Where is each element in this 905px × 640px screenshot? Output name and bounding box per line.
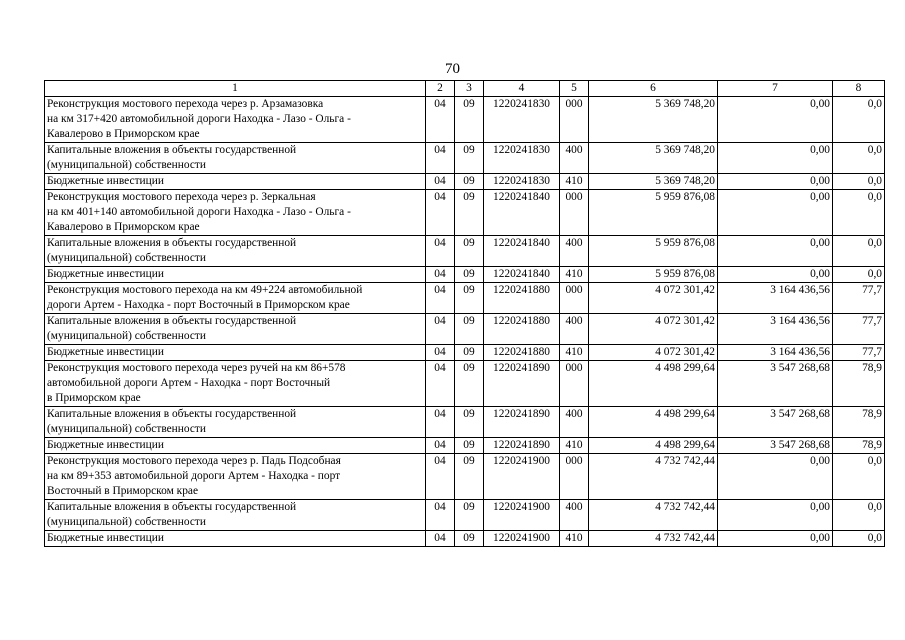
target-article-cell: 1220241900 xyxy=(484,454,560,500)
percent-cell: 0,0 xyxy=(833,267,885,283)
actual-amount-cell: 0,00 xyxy=(718,97,833,143)
expense-type-cell: 000 xyxy=(560,190,589,236)
target-article-cell: 1220241840 xyxy=(484,267,560,283)
subsection-code-cell: 09 xyxy=(455,174,484,190)
planned-amount-cell: 5 959 876,08 xyxy=(589,190,718,236)
planned-amount-cell: 5 959 876,08 xyxy=(589,236,718,267)
table-row xyxy=(45,190,885,236)
expense-type-cell: 410 xyxy=(560,438,589,454)
target-article-cell: 1220241890 xyxy=(484,438,560,454)
subsection-code-cell: 09 xyxy=(455,314,484,345)
planned-amount-cell: 4 732 742,44 xyxy=(589,500,718,531)
section-code-cell: 04 xyxy=(426,531,455,547)
row-name-cell: Капитальные вложения в объекты государственной (муниципальной) собственности xyxy=(45,500,426,531)
table-row xyxy=(45,438,885,454)
subsection-code-cell: 09 xyxy=(455,361,484,407)
planned-amount-cell: 4 072 301,42 xyxy=(589,345,718,361)
planned-amount-cell: 4 498 299,64 xyxy=(589,438,718,454)
subsection-code-cell: 09 xyxy=(455,438,484,454)
actual-amount-cell: 0,00 xyxy=(718,190,833,236)
expense-type-cell: 400 xyxy=(560,407,589,438)
planned-amount-cell: 5 369 748,20 xyxy=(589,143,718,174)
table-row xyxy=(45,97,885,143)
row-name-cell: Реконструкция мостового перехода через р. Зеркальная на км 401+140 автомобильной дороги Находка - Лазо - Ольга - Кавалерово в Приморском крае xyxy=(45,190,426,236)
actual-amount-cell: 0,00 xyxy=(718,500,833,531)
section-code-cell: 04 xyxy=(426,345,455,361)
actual-amount-cell: 0,00 xyxy=(718,454,833,500)
target-article-cell: 1220241880 xyxy=(484,314,560,345)
expense-type-cell: 000 xyxy=(560,454,589,500)
actual-amount-cell: 0,00 xyxy=(718,143,833,174)
percent-cell: 0,0 xyxy=(833,143,885,174)
row-name-cell: Бюджетные инвестиции xyxy=(45,531,426,547)
row-name-cell: Бюджетные инвестиции xyxy=(45,345,426,361)
row-name-cell: Капитальные вложения в объекты государственной (муниципальной) собственности xyxy=(45,143,426,174)
percent-cell: 0,0 xyxy=(833,97,885,143)
subsection-code-cell: 09 xyxy=(455,143,484,174)
header-cell: 5 xyxy=(560,81,589,97)
table-row xyxy=(45,407,885,438)
percent-cell: 0,0 xyxy=(833,236,885,267)
expense-type-cell: 400 xyxy=(560,500,589,531)
percent-cell: 0,0 xyxy=(833,174,885,190)
subsection-code-cell: 09 xyxy=(455,97,484,143)
table-row xyxy=(45,236,885,267)
row-name-cell: Реконструкция мостового перехода через р. Падь Подсобная на км 89+353 автомобильной дороги Артем - Находка - порт Восточный в Приморском крае xyxy=(45,454,426,500)
table-row xyxy=(45,283,885,314)
section-code-cell: 04 xyxy=(426,314,455,345)
row-name-cell: Реконструкция мостового перехода через р. Арзамазовка на км 317+420 автомобильной дороги Находка - Лазо - Ольга - Кавалерово в Приморском крае xyxy=(45,97,426,143)
row-name-cell: Капитальные вложения в объекты государственной (муниципальной) собственности xyxy=(45,236,426,267)
row-name-cell: Бюджетные инвестиции xyxy=(45,174,426,190)
section-code-cell: 04 xyxy=(426,454,455,500)
table-row xyxy=(45,143,885,174)
section-code-cell: 04 xyxy=(426,407,455,438)
header-cell: 1 xyxy=(45,81,426,97)
section-code-cell: 04 xyxy=(426,190,455,236)
percent-cell: 0,0 xyxy=(833,500,885,531)
row-name-cell: Капитальные вложения в объекты государственной (муниципальной) собственности xyxy=(45,314,426,345)
actual-amount-cell: 0,00 xyxy=(718,236,833,267)
actual-amount-cell: 3 547 268,68 xyxy=(718,438,833,454)
planned-amount-cell: 5 959 876,08 xyxy=(589,267,718,283)
expense-type-cell: 410 xyxy=(560,531,589,547)
table-row xyxy=(45,345,885,361)
section-code-cell: 04 xyxy=(426,236,455,267)
expense-type-cell: 400 xyxy=(560,236,589,267)
section-code-cell: 04 xyxy=(426,174,455,190)
actual-amount-cell: 3 547 268,68 xyxy=(718,407,833,438)
target-article-cell: 1220241900 xyxy=(484,500,560,531)
header-cell: 4 xyxy=(484,81,560,97)
target-article-cell: 1220241830 xyxy=(484,174,560,190)
actual-amount-cell: 0,00 xyxy=(718,267,833,283)
row-name-cell: Реконструкция мостового перехода через ручей на км 86+578 автомобильной дороги Артем - Находка - порт Восточный в Приморском крае xyxy=(45,361,426,407)
planned-amount-cell: 4 732 742,44 xyxy=(589,531,718,547)
percent-cell: 77,7 xyxy=(833,283,885,314)
percent-cell: 0,0 xyxy=(833,531,885,547)
expense-type-cell: 410 xyxy=(560,267,589,283)
row-name-cell: Капитальные вложения в объекты государственной (муниципальной) собственности xyxy=(45,407,426,438)
subsection-code-cell: 09 xyxy=(455,454,484,500)
actual-amount-cell: 3 164 436,56 xyxy=(718,345,833,361)
percent-cell: 78,9 xyxy=(833,438,885,454)
subsection-code-cell: 09 xyxy=(455,500,484,531)
target-article-cell: 1220241840 xyxy=(484,190,560,236)
percent-cell: 78,9 xyxy=(833,361,885,407)
percent-cell: 0,0 xyxy=(833,454,885,500)
expense-type-cell: 400 xyxy=(560,143,589,174)
table-row xyxy=(45,361,885,407)
expense-type-cell: 000 xyxy=(560,361,589,407)
actual-amount-cell: 0,00 xyxy=(718,531,833,547)
percent-cell: 77,7 xyxy=(833,345,885,361)
target-article-cell: 1220241830 xyxy=(484,97,560,143)
header-cell: 6 xyxy=(589,81,718,97)
table-row xyxy=(45,531,885,547)
table-row xyxy=(45,500,885,531)
header-cell: 8 xyxy=(833,81,885,97)
actual-amount-cell: 3 547 268,68 xyxy=(718,361,833,407)
target-article-cell: 1220241900 xyxy=(484,531,560,547)
table-body xyxy=(45,97,885,547)
planned-amount-cell: 4 072 301,42 xyxy=(589,314,718,345)
section-code-cell: 04 xyxy=(426,500,455,531)
target-article-cell: 1220241840 xyxy=(484,236,560,267)
subsection-code-cell: 09 xyxy=(455,190,484,236)
planned-amount-cell: 5 369 748,20 xyxy=(589,174,718,190)
subsection-code-cell: 09 xyxy=(455,407,484,438)
percent-cell: 78,9 xyxy=(833,407,885,438)
planned-amount-cell: 4 498 299,64 xyxy=(589,407,718,438)
section-code-cell: 04 xyxy=(426,97,455,143)
expense-type-cell: 000 xyxy=(560,283,589,314)
row-name-cell: Реконструкция мостового перехода на км 49+224 автомобильной дороги Артем - Находка - порт Восточный в Приморском крае xyxy=(45,283,426,314)
subsection-code-cell: 09 xyxy=(455,345,484,361)
target-article-cell: 1220241890 xyxy=(484,361,560,407)
section-code-cell: 04 xyxy=(426,283,455,314)
planned-amount-cell: 4 732 742,44 xyxy=(589,454,718,500)
expense-type-cell: 400 xyxy=(560,314,589,345)
percent-cell: 0,0 xyxy=(833,190,885,236)
page-number: 70 xyxy=(445,61,460,77)
percent-cell: 77,7 xyxy=(833,314,885,345)
header-cell: 3 xyxy=(455,81,484,97)
actual-amount-cell: 0,00 xyxy=(718,174,833,190)
table-row xyxy=(45,314,885,345)
section-code-cell: 04 xyxy=(426,361,455,407)
row-name-cell: Бюджетные инвестиции xyxy=(45,438,426,454)
section-code-cell: 04 xyxy=(426,143,455,174)
budget-table xyxy=(44,80,885,547)
target-article-cell: 1220241880 xyxy=(484,283,560,314)
table-row xyxy=(45,454,885,500)
header-cell: 7 xyxy=(718,81,833,97)
subsection-code-cell: 09 xyxy=(455,283,484,314)
subsection-code-cell: 09 xyxy=(455,267,484,283)
planned-amount-cell: 5 369 748,20 xyxy=(589,97,718,143)
section-code-cell: 04 xyxy=(426,438,455,454)
target-article-cell: 1220241880 xyxy=(484,345,560,361)
target-article-cell: 1220241830 xyxy=(484,143,560,174)
expense-type-cell: 410 xyxy=(560,345,589,361)
actual-amount-cell: 3 164 436,56 xyxy=(718,283,833,314)
table-row xyxy=(45,174,885,190)
table-row xyxy=(45,267,885,283)
expense-type-cell: 000 xyxy=(560,97,589,143)
actual-amount-cell: 3 164 436,56 xyxy=(718,314,833,345)
target-article-cell: 1220241890 xyxy=(484,407,560,438)
subsection-code-cell: 09 xyxy=(455,236,484,267)
section-code-cell: 04 xyxy=(426,267,455,283)
subsection-code-cell: 09 xyxy=(455,531,484,547)
row-name-cell: Бюджетные инвестиции xyxy=(45,267,426,283)
expense-type-cell: 410 xyxy=(560,174,589,190)
planned-amount-cell: 4 498 299,64 xyxy=(589,361,718,407)
header-cell: 2 xyxy=(426,81,455,97)
planned-amount-cell: 4 072 301,42 xyxy=(589,283,718,314)
header-row xyxy=(45,81,885,97)
